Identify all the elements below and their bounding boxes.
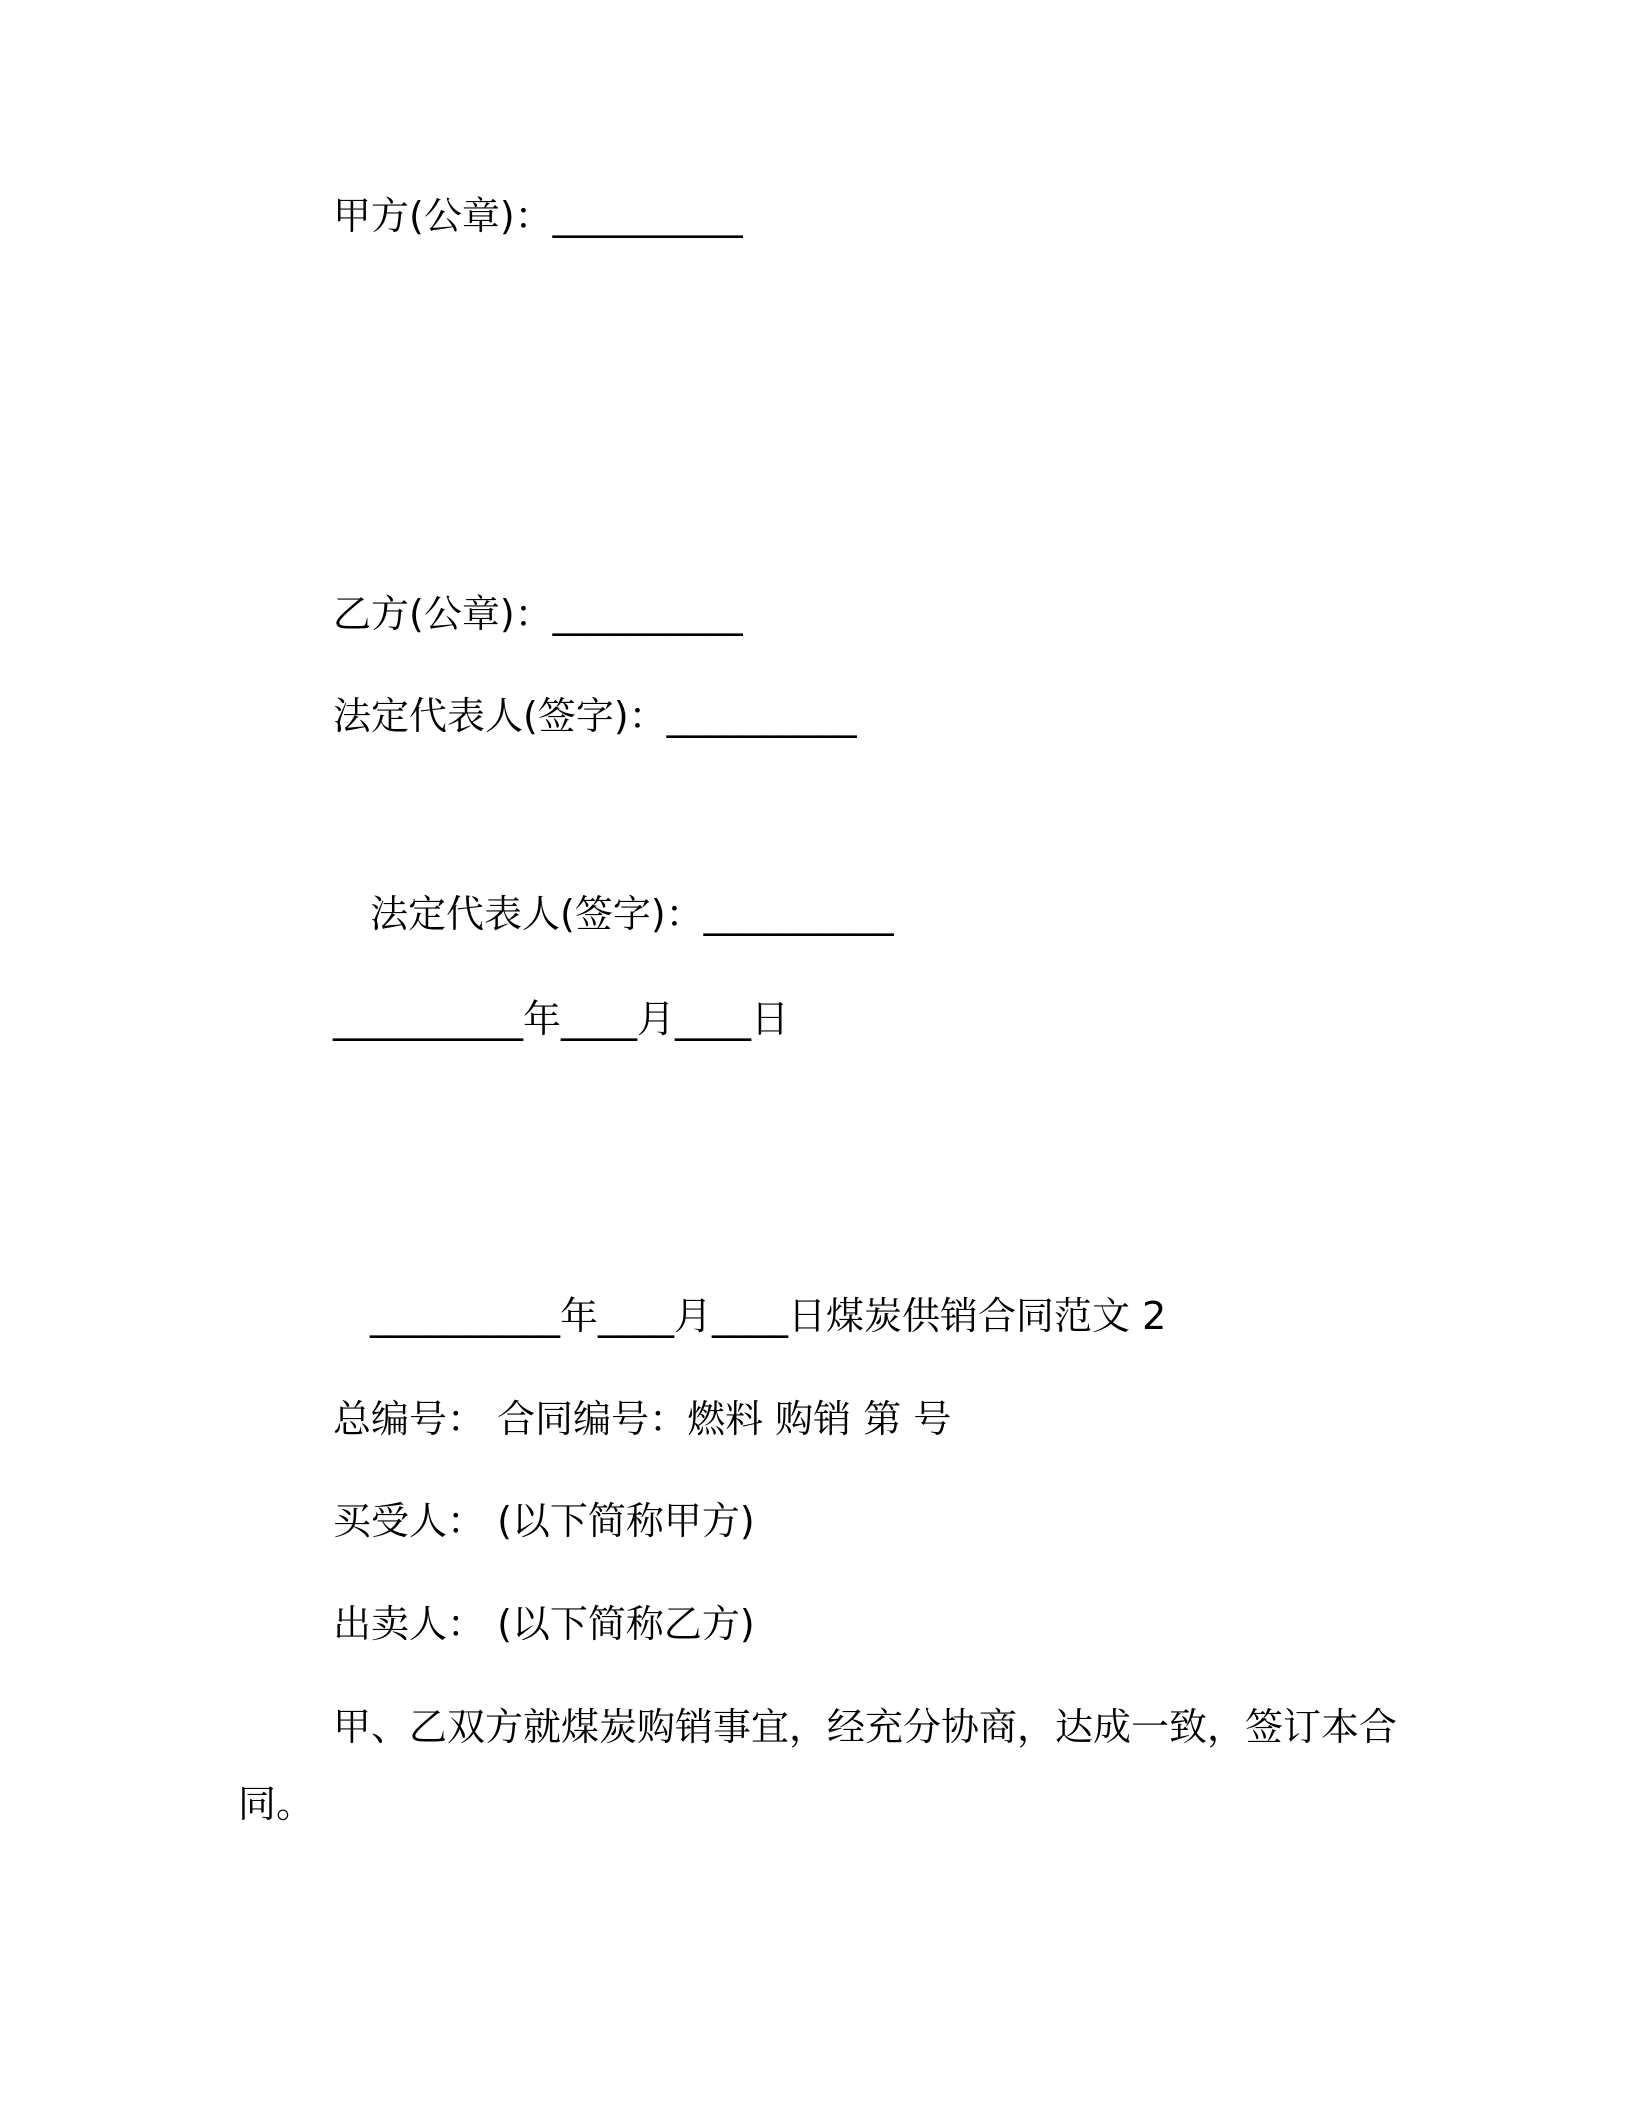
seller-line: 出卖人： (以下简称乙方)	[333, 1602, 755, 1646]
contract-number-line: 总编号： 合同编号：燃料 购销 第 号	[333, 1397, 952, 1441]
legal-rep-signature-line-2: 法定代表人(签字)：__________	[370, 892, 894, 936]
legal-rep-signature-line: 法定代表人(签字)：__________	[333, 694, 857, 738]
contract-title-line: __________年____月____日煤炭供销合同范文 2	[370, 1294, 1167, 1338]
agreement-paragraph-line-1: 甲、乙双方就煤炭购销事宜，经充分协商，达成一致，签订本合	[333, 1705, 1398, 1749]
date-line: __________年____月____日	[333, 997, 790, 1041]
party-b-seal-line: 乙方(公章)：__________	[333, 592, 743, 636]
agreement-paragraph-line-2: 同。	[238, 1782, 315, 1826]
buyer-line: 买受人： (以下简称甲方)	[333, 1499, 755, 1543]
party-a-seal-line: 甲方(公章)：__________	[333, 194, 743, 238]
